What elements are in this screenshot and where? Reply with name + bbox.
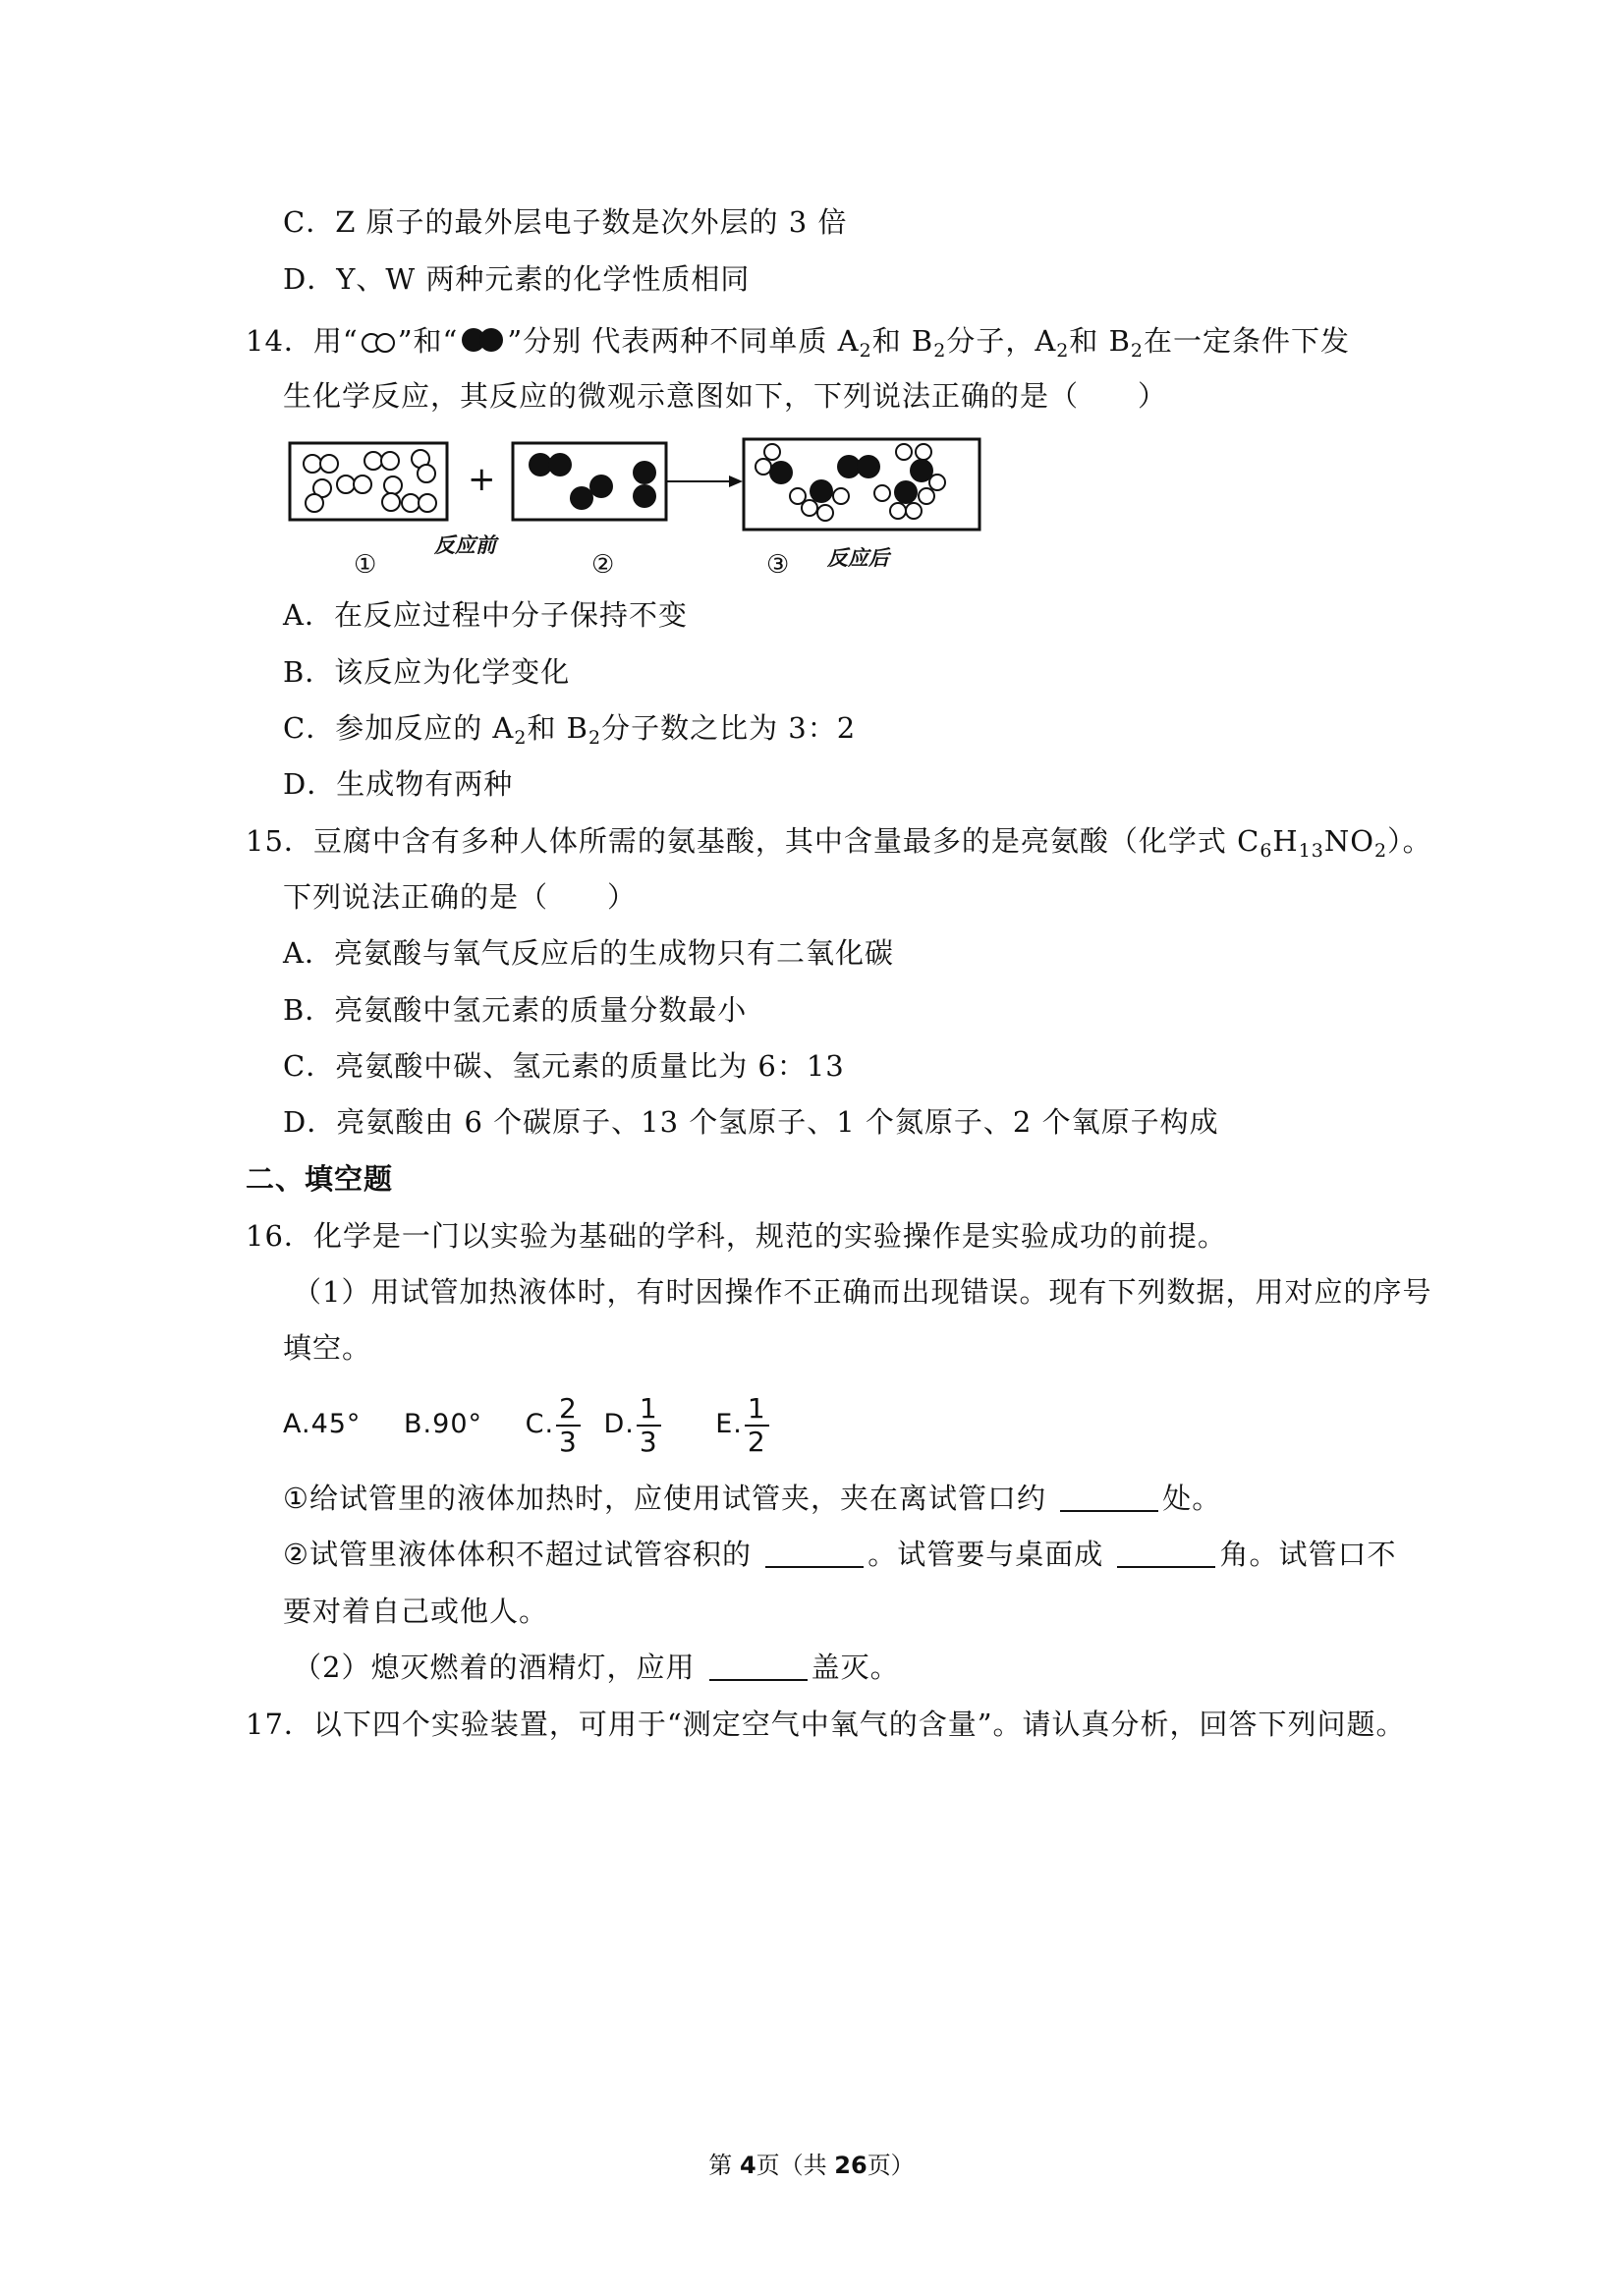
option-e: E. $\frac{1}{2}$ [715, 1390, 768, 1459]
q16-part1-line2: 填空。 [283, 1331, 372, 1365]
answer-blank-1[interactable] [1060, 1484, 1158, 1512]
answer-blank-4[interactable] [709, 1653, 808, 1681]
q14-stem-line2: 生化学反应，其反应的微观示意图如下，下列说法正确的是（ ） [283, 379, 1168, 413]
option-a-45: A.45° [283, 1409, 362, 1439]
q16-sub1: ①给试管里的液体加热时，应使用试管夹，夹在离试管口约 处。 [283, 1482, 1222, 1515]
fraction-two-thirds: $\frac{2}{3}$ [556, 1395, 581, 1456]
q16-sub2-line2: 要对着自己或他人。 [283, 1595, 549, 1628]
option-d: D. $\frac{1}{3}$ [603, 1390, 660, 1459]
q15-option-c: C．亮氨酸中碳、氢元素的质量比为 6：13 [283, 1049, 845, 1083]
q13-option-c: C．Z 原子的最外层电子数是次外层的 3 倍 [283, 205, 848, 239]
label-after: 反应后 [827, 545, 889, 570]
q15-stem-line2: 下列说法正确的是（ ） [283, 880, 638, 914]
q14-option-d: D．生成物有两种 [283, 767, 514, 801]
q14-option-b: B．该反应为化学变化 [283, 655, 571, 689]
q14-option-a: A．在反应过程中分子保持不变 [283, 598, 688, 632]
black-molecule-icon [458, 325, 507, 355]
q14-option-c: C．参加反应的 $A_2$和 $B_2$分子数之比为 3：2 [283, 711, 857, 749]
q16-sub2-line1: ②试管里液体体积不超过试管容积的 。试管要与桌面成 角。试管口不 [283, 1538, 1397, 1571]
q15-option-d: D．亮氨酸由 6 个碳原子、13 个氢原子、1 个氮原子、2 个氧原子构成 [283, 1105, 1219, 1139]
q16-stem: 16．化学是一门以实验为基础的学科，规范的实验操作是实验成功的前提。 [246, 1219, 1227, 1253]
page-footer: 第 4页（共 26页） [708, 2152, 915, 2179]
q15-option-a: A．亮氨酸与氧气反应后的生成物只有二氧化碳 [283, 936, 894, 970]
fraction-one-half: $\frac{1}{2}$ [745, 1395, 769, 1456]
q15-stem-line1: 15．豆腐中含有多种人体所需的氨基酸，其中含量最多的是亮氨酸（化学式 $C_6H_{13}NO_2$）。 [246, 824, 1432, 862]
option-c: C. $\frac{2}{3}$ [526, 1390, 581, 1459]
label-circled-1: ① [354, 550, 377, 580]
white-molecule-icon [359, 331, 398, 355]
current-page: 4 [739, 2152, 756, 2179]
label-circled-2: ② [591, 550, 615, 580]
q17-stem: 17．以下四个实验装置，可用于“测定空气中氧气的含量”。请认真分析，回答下列问题。 [246, 1708, 1406, 1741]
total-pages: 26 [834, 2152, 867, 2179]
label-circled-3: ③ [766, 550, 790, 580]
option-b-90: B.90° [404, 1409, 482, 1439]
q15-option-b: B．亮氨酸中氢元素的质量分数最小 [283, 993, 748, 1027]
q13-option-d: D．Y、W 两种元素的化学性质相同 [283, 262, 751, 296]
reaction-diagram [285, 437, 992, 585]
label-before: 反应前 [434, 532, 496, 557]
q16-part2: （2）熄灭燃着的酒精灯，应用 盖灭。 [293, 1651, 900, 1684]
fraction-one-third: $\frac{1}{3}$ [637, 1395, 661, 1456]
answer-blank-3[interactable] [1117, 1540, 1215, 1568]
q16-options [283, 1390, 803, 1459]
section-heading: 二、填空题 [246, 1162, 394, 1196]
q16-part1-line1: （1）用试管加热液体时，有时因操作不正确而出现错误。现有下列数据，用对应的序号 [293, 1275, 1432, 1309]
answer-blank-2[interactable] [765, 1540, 864, 1568]
plus-sign: + [468, 460, 496, 499]
q14-stem-line1: 14．用“ ”和“ ”分别 代表两种不同单质 $A_2$和 $B_2$分子，$A_2$和 $B_2$在一定条件下发 [246, 324, 1351, 362]
